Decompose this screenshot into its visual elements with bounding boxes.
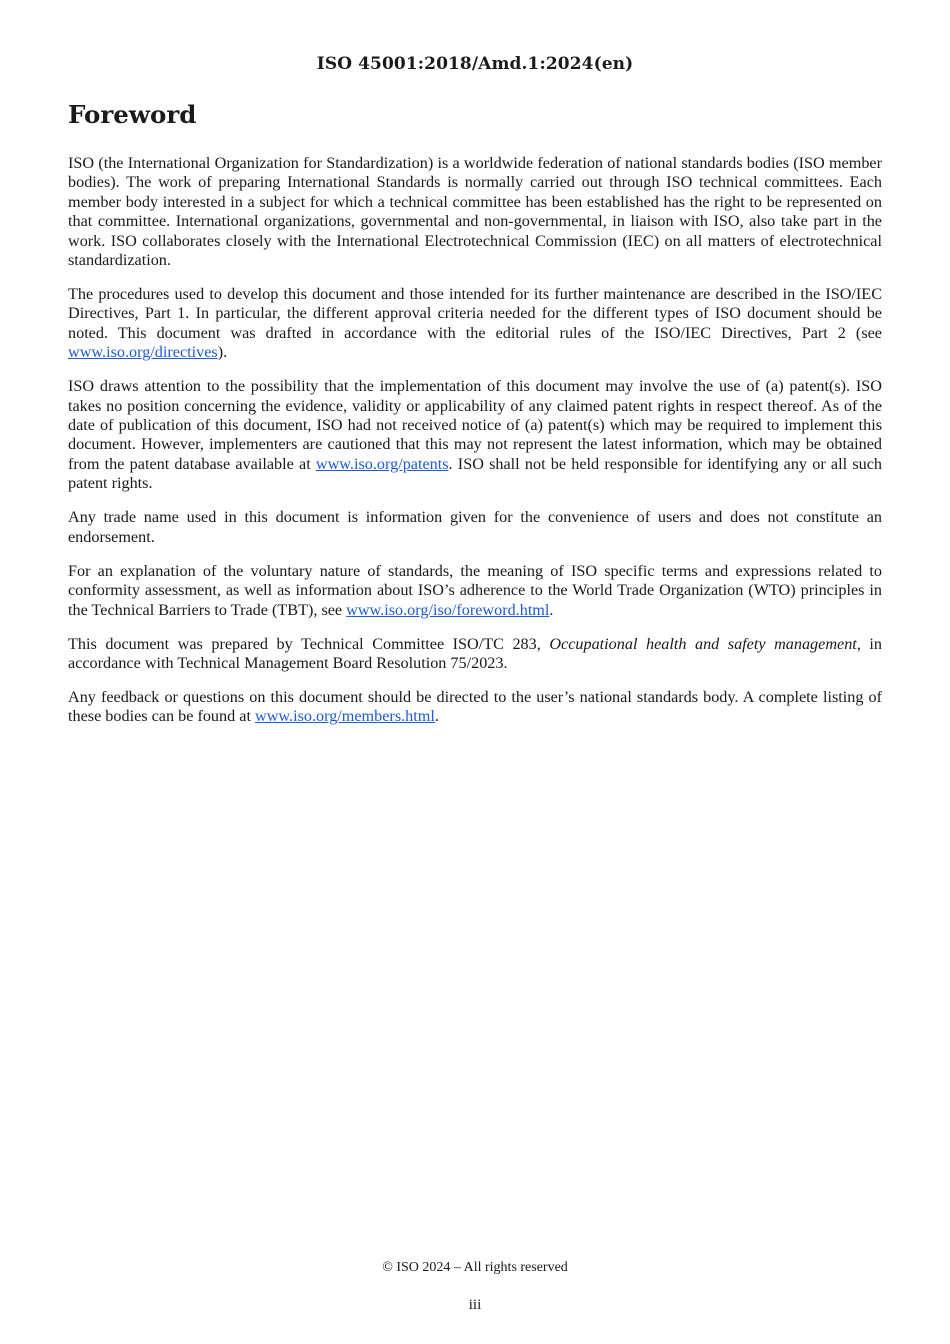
document-id-header: ISO 45001:2018/Amd.1:2024(en) — [316, 54, 634, 74]
paragraph-text: For an explanation of the voluntary nature of standards, the meaning of ISO specific terms and expressions related to conformity assessment, as well as information about ISO’s adherence to the World Trade Organization (WTO) principles in the Technical Barriers to Trade (TBT), see — [68, 561, 882, 619]
paragraph-text: , in accordance with Technical Management Board Resolution 75/2023. — [68, 634, 882, 672]
members-link[interactable]: www.iso.org/members.html — [255, 707, 435, 726]
paragraph-text: The procedures used to develop this document and those intended for its further maintenance are described in the ISO/IEC Directives, Part 1. In particular, the different approval criteria needed for the different types of ISO document should be noted. This document was drafted in accordance with the editorial rules of the ISO/IEC Directives, Part 2 (see — [68, 285, 882, 342]
paragraph-text: ). — [217, 343, 228, 362]
committee-title: Occupational health and safety management — [549, 634, 857, 653]
paragraph-text: ISO draws attention to the possibility that the implementation of this document may involve the use of (a) patent(s). ISO takes no position concerning the evidence, validity or applicability of any claimed patent rights in respect thereof. As of the date of publication of this document, ISO had not received notice of (a) patent(s) which may be required to implement this document. However, implementers are cautioned that this may not represent the latest information, which may be obtained from the patent database available at — [68, 377, 882, 473]
paragraph-text: Any feedback or questions on this document should be directed to the user’s national standards body. A complete listing of these bodies can be found at — [68, 687, 882, 726]
foreword-link[interactable]: www.iso.org/iso/foreword.html — [346, 600, 550, 619]
paragraph-trade-name: Any trade name used in this document is information given for the convenience of users and does not constitute an endorsement. — [68, 508, 882, 546]
foreword-body — [68, 154, 882, 741]
footer-copyright: © ISO 2024 – All rights reserved — [382, 1260, 568, 1275]
paragraph-iso-intro: ISO (the International Organization for Standardization) is a worldwide federation of national standards bodies (ISO member bodies). The work of preparing International Standards is normally carried out through ISO technical committees. Each member body interested in a subject for which a technical committee has been established has the right to be represented on that committee. International organizations, governmental and non-governmental, in liaison with ISO, also take part in the work. ISO collaborates closely with the International Electrotechnical Commission (IEC) on all matters of electrotechnical standardization. — [68, 154, 882, 270]
paragraph-voluntary-nature — [68, 562, 882, 620]
page-number: iii — [468, 1297, 482, 1313]
paragraph-patents — [68, 377, 882, 493]
paragraph-text: . — [434, 707, 439, 726]
paragraph-text: . ISO shall not be held responsible for identifying any or all such patent rights. — [68, 454, 882, 493]
paragraph-committee — [68, 635, 882, 674]
paragraph-procedures — [68, 285, 882, 363]
section-title: Foreword — [68, 100, 197, 129]
paragraph-text: . — [549, 600, 554, 619]
paragraph-feedback — [68, 688, 882, 727]
paragraph-text: This document was prepared by Technical Committee ISO/TC 283, — [68, 634, 550, 653]
directives-link[interactable]: www.iso.org/directives — [68, 343, 218, 362]
patents-link[interactable]: www.iso.org/patents — [315, 454, 449, 473]
